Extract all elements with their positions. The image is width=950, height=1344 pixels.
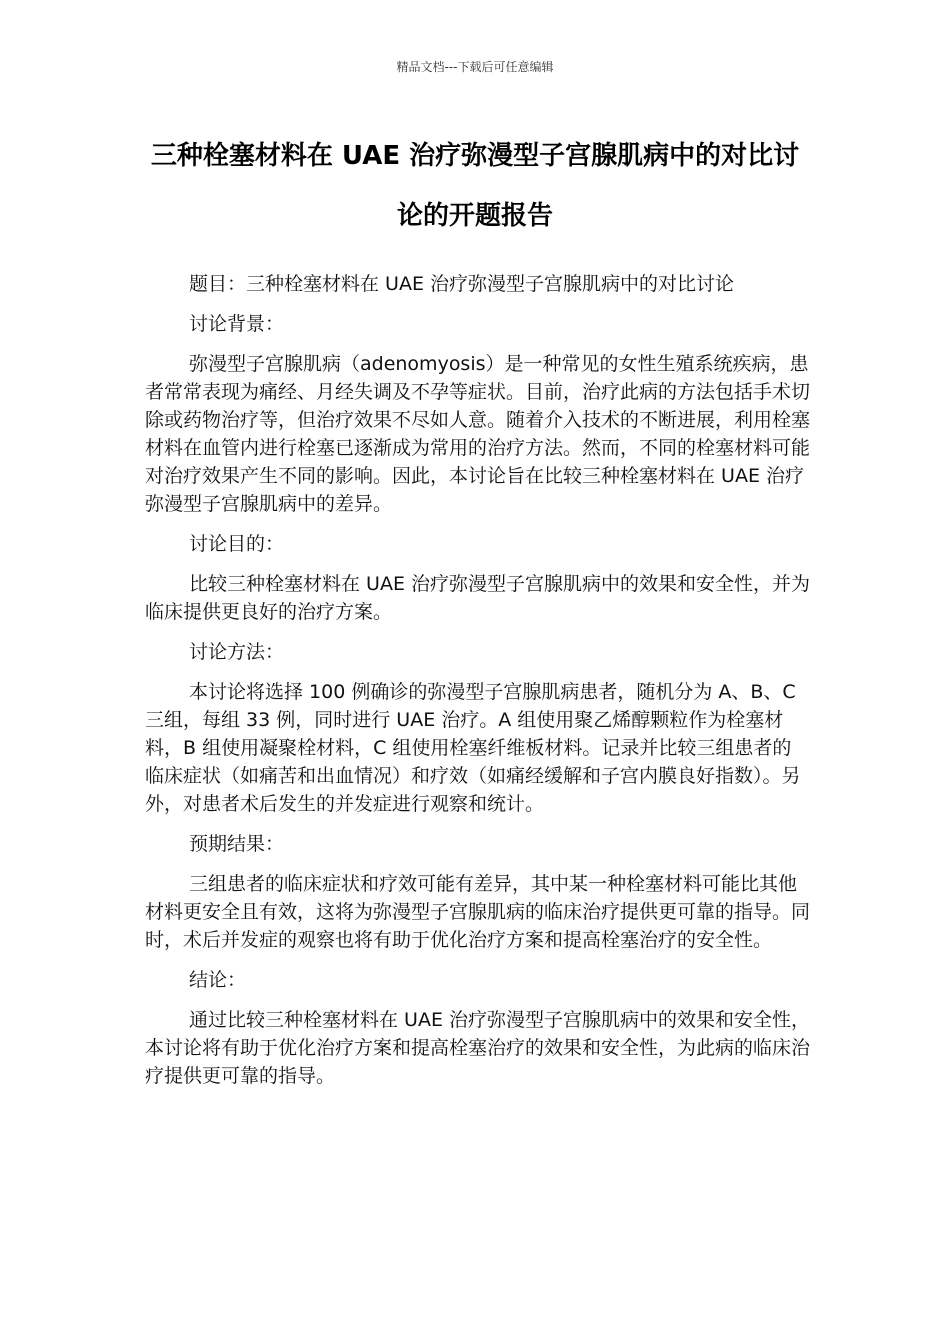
section-text-method: 本讨论将选择 100 例确诊的弥漫型子宫腺肌病患者，随机分为 A、B、C 三组，每组 33 例，同时进行 UAE 治疗。A 组使用聚乙烯醇颗粒作为栓塞材料，B 组使用凝聚栓材料，C 组使用栓塞纤维板材料。记录并比较三组患者的临床症状（如痛苦和出血情况）和疗效（如痛经缓解和子宫内膜良好指数）。另外，对患者术后发生的并发症进行观察和统计。 — [145, 681, 801, 815]
section-heading-purpose: 讨论目的： — [189, 533, 285, 555]
section-heading-conclusion: 结论： — [189, 969, 247, 991]
document-title: 三种栓塞材料在 UAE 治疗弥漫型子宫腺肌病中的对比讨论的开题报告 — [150, 141, 800, 231]
section-text-purpose: 比较三种栓塞材料在 UAE 治疗弥漫型子宫腺肌病中的效果和安全性，并为临床提供更良好的治疗方案。 — [145, 573, 810, 623]
section-text-conclusion: 通过比较三种栓塞材料在 UAE 治疗弥漫型子宫腺肌病中的效果和安全性，本讨论将有助于优化治疗方案和提高栓塞治疗的效果和安全性，为此病的临床治疗提供更可靠的指导。 — [145, 1009, 811, 1087]
section-heading-background: 讨论背景： — [189, 313, 285, 335]
section-heading-method: 讨论方法： — [189, 641, 285, 663]
section-text-expected-results: 三组患者的临床症状和疗效可能有差异，其中某一种栓塞材料可能比其他材料更安全且有效，这将为弥漫型子宫腺肌病的临床治疗提供更可靠的指导。同时，术后并发症的观察也将有助于优化治疗方案和提高栓塞治疗的安全性。 — [145, 873, 811, 951]
page-header-note: 精品文档---下载后可任意编辑 — [396, 60, 554, 74]
document-body — [145, 270, 810, 1102]
topic-line: 题目：三种栓塞材料在 UAE 治疗弥漫型子宫腺肌病中的对比讨论 — [189, 273, 734, 295]
section-heading-expected-results: 预期结果： — [189, 833, 285, 855]
section-text-background: 弥漫型子宫腺肌病（adenomyosis）是一种常见的女性生殖系统疾病，患者常常表现为痛经、月经失调及不孕等症状。目前，治疗此病的方法包括手术切除或药物治疗等，但治疗效果不尽如人意。随着介入技术的不断进展，利用栓塞材料在血管内进行栓塞已逐渐成为常用的治疗方法。然而，不同的栓塞材料可能对治疗效果产生不同的影响。因此，本讨论旨在比较三种栓塞材料在 UAE 治疗弥漫型子宫腺肌病中的差异。 — [145, 353, 811, 515]
